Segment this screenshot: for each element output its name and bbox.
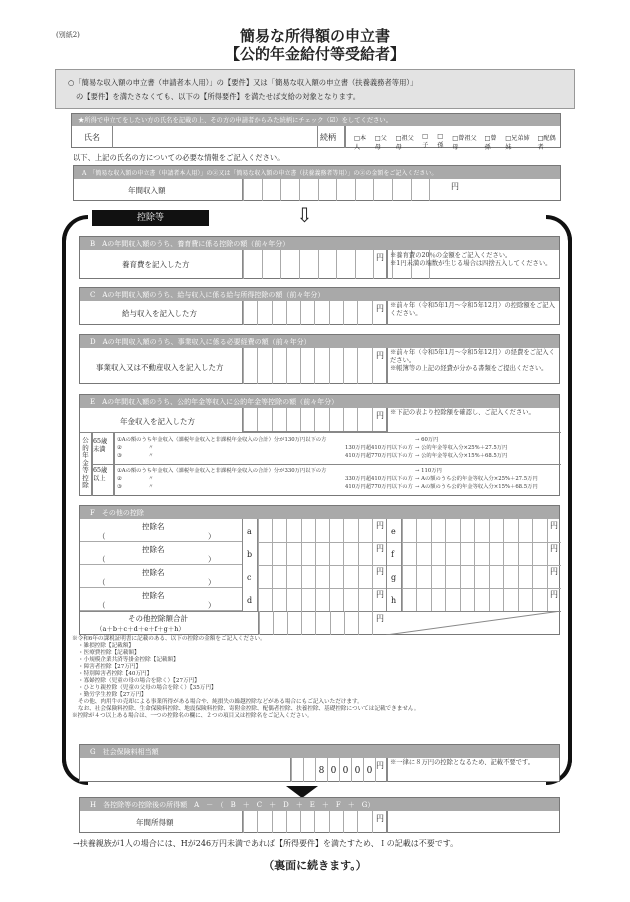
section-h-yen: 円 [376,814,384,823]
relation-child[interactable]: □子 [422,133,429,149]
over65-table: ①Aの額のうち年金収入（課税年金収入と非課税年金収入の合計）分が330万円以下の方 → 110万円 ② 〃 330万円超410万円以下の方 → Aの額のうち公的年金等収入分×25%＋27.5万円 ③ 〃 410万円超770万円以下の方 → Aの額のうち公的年金等収入分×15%＋68.5万円 [117,468,538,490]
other-deduction-notes: ※令和6年の課税証明書に記載のある、以下の控除の金額をご記入ください。 ・雑損控除【記載額】 ・医療費控除【記載額】 ・小規模企業共済等掛金控除【記載額】 ・障害者控除【27万円】 ・特別障害者控除【40万円】 ・寡婦控除（児童の母の場合を除く）【27万円】 ・ひとり親控除（児童の父母の場合を除く）【35万円】 ・勤労学生控除【27万円】 その他、肉用牛の売却による事業所得がある場合や、純損失の繰越控除などがある場合にもご記入いただけます。 なお、社会保険料控除、生命保険料控除、地震保険料控除、寄附金控除、配偶者控除、扶養控除、基礎控除については記載できません。 ※控除が４つ以上ある場合は、一つの控除名の欄に、２つの項目又は控除名をご記入ください。 [72,636,420,719]
section-a-amount[interactable] [242,179,448,201]
section-d-note: ※前々年（令和5年1月～令和5年12月）の経費をご記入ください。 ※帳簿等の上記の経費が分かる書類をご提出ください。 [390,349,555,373]
total-label: その他控除額合計 [128,614,188,623]
section-e-header: E Aの年間収入額のうち、公的年金等収入に公的年金等控除の額（前々年分） [80,395,559,408]
section-a-label: 年間収入額 [128,186,166,195]
relation-great-grandchild[interactable]: □曾孫 [484,135,497,151]
footer-note: →扶養親族が1人の場合には、Hが246万円未満であれば【所得要件】を満たすため、Ｉの記載は不要です。 [73,839,459,848]
under65-table: ①Aの額のうち年金収入（課税年金収入と非課税年金収入の合計）分が130万円以下の方 → 60万円 ② 〃 130万円超410万円以下の方 → 公的年金等収入分×25%＋27.5万円 ③ 〃 410万円超770万円以下の方 → 公的年金等収入分×15%＋68.5万円 [117,437,508,459]
section-d-label: 事業収入又は不動産収入を記入した方 [96,363,224,372]
section-g [79,744,560,782]
total-amount[interactable] [258,611,386,635]
total-diagonal [386,611,561,635]
applicant-box [71,113,561,151]
section-b-yen: 円 [376,253,384,262]
section-a-yen: 円 [451,182,459,191]
section-h-label: 年間所得額 [136,818,174,827]
section-h [79,797,560,833]
section-e-amount[interactable] [242,408,386,432]
section-d-amount[interactable] [242,348,386,384]
relation-siblings[interactable]: □兄弟姉妹 [505,135,530,151]
section-a-header: A 「簡易な収入額の申立書（申請者本人用）」の②又は「簡易な収入額の申立書（扶養義務者等用）」の②の金額をご記入ください。 [74,166,560,179]
section-c [79,287,560,325]
section-d-header: D Aの年間収入額のうち、事業収入に係る必要経費の額（前々年分） [80,335,559,348]
section-c-yen: 円 [376,304,384,313]
continue-note: （裏面に続きます。） [263,859,367,872]
section-c-label: 給与収入を記入した方 [122,309,197,318]
relation-label: 続柄 [320,133,336,142]
name-label: 氏名 [84,133,100,142]
section-c-header: C Aの年間収入額のうち、給与収入に係る給与所得控除の額（前々年分） [80,288,559,301]
amounts-right[interactable] [402,519,561,611]
intro-line1: ○「簡易な収入額の申立書（申請者本人用）」の【要件】又は「簡易な収入額の申立書（扶養義務者等用）」 [68,78,418,87]
section-f: F その他の控除 控除名 （ ） 控除名 （ ） 控除名 （ ） 控除名 （ ） a b c d 円 円 円 円 e f g h 円 円 円 円 その他控除額合計 （a＋b＋c＋d＋e＋f＋g＋h） 円 [79,505,560,635]
relation-checkboxes[interactable] [354,133,560,151]
section-b-note: ※養育費の20％の金額をご記入ください。 ※1円未満の端数が生じる場合は四捨五入してください。 [390,252,552,268]
section-b-label: 養育費を記入した方 [122,260,190,269]
relation-grandparents[interactable]: □祖父母 [395,135,414,151]
g-digit-3: 0 [339,758,351,782]
section-b-header: B Aの年間収入額のうち、養育費に係る控除の額（前々年分） [80,237,559,250]
section-e [79,394,560,496]
g-digit-4: 0 [351,758,363,782]
section-b [79,236,560,279]
relation-grandchild[interactable]: □孫 [437,133,444,149]
g-digit-5: 0 [363,758,375,782]
section-c-amount[interactable] [242,301,386,325]
section-h-header: H 各控除等の控除後の所得額 A － （ B ＋ C ＋ D ＋ E ＋ F ＋ G） [80,798,559,811]
instruction: 以下、上記の氏名の方についての必要な情報をご記入ください。 [73,153,285,162]
section-e-yen: 円 [376,411,384,420]
attachment-label: (別紙2) [56,31,80,39]
section-e-label: 年金収入を記入した方 [120,417,195,426]
section-g-yen: 円 [376,761,384,770]
section-a [73,165,561,201]
section-c-note: ※前々年（令和5年1月～令和5年12月）の控除額をご記入ください。 [390,302,555,318]
deduction-title: 控除等 [92,210,209,226]
deduction-row-c[interactable]: 控除名 （ ） [80,565,242,588]
relation-great-grandparents[interactable]: □曾祖父母 [452,135,477,151]
section-g-amount [290,758,386,782]
other-deductions-grid: 控除名 （ ） 控除名 （ ） 控除名 （ ） 控除名 （ ） a b c d 円 円 円 円 e f g h 円 円 円 円 [80,519,561,611]
down-arrow-icon: ⇩ [296,203,313,227]
intro-line2: の【要件】を満たさなくても、以下の【所得要件】を満たせば支給の対象となります。 [76,92,360,101]
relation-spouse[interactable]: □配偶者 [537,135,556,151]
relation-parents[interactable]: □父母 [374,135,387,151]
relation-self[interactable]: □本人 [354,135,367,151]
under65-label: 65歳未満 [93,438,108,453]
page-subtitle: 【公的年金給付等受給者】 [224,45,405,63]
name-field[interactable] [112,126,318,148]
over65-label: 65歳以上 [93,467,108,482]
applicant-note: ★所得で申立てをしたい方の氏名を記載の上、その方の申請者からみた続柄にチェック（☑）をしてください。 [72,114,560,126]
section-d-yen: 円 [376,351,384,360]
page-title: 簡易な所得額の申立書 [239,27,390,45]
section-f-header: F その他の控除 [80,506,559,519]
g-digit-1: 8 [315,758,327,782]
section-g-header: G 社会保険料相当額 [80,745,559,758]
g-digit-2: 0 [327,758,339,782]
section-h-amount[interactable] [242,811,386,833]
section-e-note: ※下記の表より控除額を確認し、ご記入ください。 [390,409,535,416]
intro-box [55,69,575,109]
section-g-note: ※一律に８万円の控除となるため、記載不要です。 [390,759,535,766]
deduction-row-b[interactable]: 控除名 （ ） [80,542,242,565]
section-d [79,334,560,384]
total-formula: （a＋b＋c＋d＋e＋f＋g＋h） [96,625,185,633]
pension-side-label: 公的年金等控除 [82,436,89,489]
deduction-row-d[interactable]: 控除名 （ ） [80,588,242,611]
deduction-row-a[interactable]: 控除名 （ ） [80,519,242,542]
